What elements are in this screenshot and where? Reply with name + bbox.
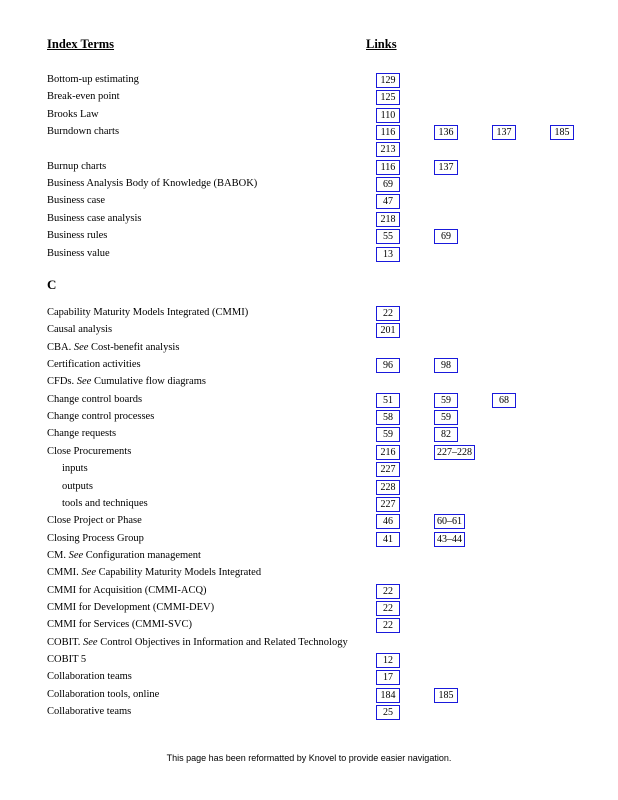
index-entry [0,375,618,392]
index-term: Burnup charts [47,160,107,172]
index-term: Business rules [47,230,108,242]
page-link[interactable]: 96 [376,358,400,373]
index-term: Close Project or Phase [47,515,142,527]
page-link[interactable]: 227 [376,462,400,477]
page-link[interactable]: 98 [434,358,458,373]
see-reference-label: See [73,341,89,353]
index-entry [0,142,618,159]
index-term: Change requests [47,428,117,440]
page-link[interactable]: 69 [434,229,458,244]
index-term: Certification activities [47,359,141,371]
page-link[interactable]: 201 [376,323,400,338]
index-term: CMMI. See Capability Maturity Models Integrated [47,567,262,579]
index-term: Burndown charts [47,126,120,138]
index-entry [0,393,618,410]
index-entry [0,601,618,618]
index-entry [0,566,618,583]
page-link[interactable]: 47 [376,194,400,209]
index-term: Brooks Law [47,108,99,120]
page-link[interactable]: 227–228 [434,445,475,460]
see-reference-label: See [82,636,98,648]
index-term: CBA. See Cost-benefit analysis [47,341,180,353]
index-term: Business Analysis Body of Knowledge (BABOK) [47,178,258,190]
index-term: Capability Maturity Models Integrated (CMMI) [47,307,249,318]
page-link[interactable]: 125 [376,90,400,105]
page-link[interactable]: 216 [376,445,400,460]
index-entry [0,427,618,444]
page-link[interactable]: 17 [376,670,400,685]
section-letter-c: C [47,277,57,292]
index-term: Business value [47,247,110,259]
index-entry [0,532,618,549]
index-entry [0,160,618,177]
page-link[interactable]: 116 [376,125,400,140]
index-entry [0,358,618,375]
page-link[interactable]: 68 [492,393,516,408]
index-term: Causal analysis [47,324,113,336]
page-link[interactable]: 218 [376,212,400,227]
index-entry [0,653,618,670]
index-term: CMMI for Services (CMMI-SVC) [47,619,192,631]
page-link[interactable]: 69 [376,177,400,192]
header-links: Links [366,37,397,51]
index-entry [0,480,618,497]
index-entry [0,341,618,358]
see-reference-label: See [68,549,84,561]
page-link[interactable]: 185 [550,125,574,140]
index-entry [0,229,618,246]
index-term: Business case analysis [47,212,142,224]
page-link[interactable]: 51 [376,393,400,408]
page-link[interactable]: 22 [376,618,400,633]
index-entry [0,670,618,687]
index-term: COBIT 5 [47,654,87,665]
index-entry [0,306,618,323]
index-term: Collaborative teams [47,706,132,718]
index-entry [0,108,618,125]
page-link[interactable]: 137 [492,125,516,140]
index-term: Bottom-up estimating [47,74,139,85]
index-entry [0,410,618,427]
page-link[interactable]: 22 [376,584,400,599]
index-term: CMMI for Acquisition (CMMI-ACQ) [47,584,207,596]
page-link[interactable]: 25 [376,705,400,720]
index-term: Change control boards [47,393,143,405]
index-term: CM. See Configuration management [47,549,201,561]
page-link[interactable]: 22 [376,601,400,616]
index-entry [0,212,618,229]
page-link[interactable]: 58 [376,410,400,425]
index-entry [0,497,618,514]
page-link[interactable]: 227 [376,497,400,512]
index-term: Closing Process Group [47,532,144,544]
index-entry [0,90,618,107]
page-link[interactable]: 59 [376,427,400,442]
page-link[interactable]: 60–61 [434,514,465,529]
footer-note: This page has been reformatted by Knovel to provide easier navigation. [166,753,452,763]
index-entry [0,688,618,705]
page-link[interactable]: 41 [376,532,400,547]
page-link[interactable]: 213 [376,142,400,157]
index-entry [0,194,618,211]
page-link[interactable]: 59 [434,393,458,408]
index-entry [0,514,618,531]
index-entry [0,705,618,722]
page-link[interactable]: 116 [376,160,400,175]
index-entry [0,584,618,601]
page-link[interactable]: 55 [376,229,400,244]
index-entry [0,549,618,566]
page-link[interactable]: 82 [434,427,458,442]
page-link[interactable]: 137 [434,160,458,175]
index-entry [0,125,618,142]
page-link[interactable]: 46 [376,514,400,529]
page-link[interactable]: 129 [376,73,400,88]
index-term: COBIT. See Control Objectives in Information and Related Technology [47,636,348,648]
index-term: Break-even point [47,91,120,103]
page-link[interactable]: 22 [376,306,400,321]
index-term: tools and techniques [62,497,148,509]
index-term: inputs [62,463,88,475]
index-term: Collaboration teams [47,671,132,683]
page-link[interactable]: 12 [376,653,400,668]
page-link[interactable]: 228 [376,480,400,495]
page-link[interactable]: 43–44 [434,532,465,547]
header-index-terms: Index Terms [47,37,115,51]
index-entry [0,177,618,194]
see-reference-label: See [76,376,92,388]
index-term: Collaboration tools, online [47,688,160,700]
index-entry [0,636,618,653]
page-link[interactable]: 185 [434,688,458,703]
index-entry [0,323,618,340]
index-term: CMMI for Development (CMMI-DEV) [47,601,215,613]
index-term: outputs [62,480,93,492]
page-link[interactable]: 136 [434,125,458,140]
page-link[interactable]: 13 [376,247,400,262]
see-reference-label: See [81,567,97,579]
index-term: CFDs. See Cumulative flow diagrams [47,376,206,388]
index-entry [0,445,618,462]
index-entry [0,618,618,635]
page-link[interactable]: 184 [376,688,400,703]
page-link[interactable]: 59 [434,410,458,425]
index-term: Business case [47,195,106,207]
index-term: Change control processes [47,411,155,423]
page-link[interactable]: 110 [376,108,400,123]
index-entry [0,462,618,479]
index-term: Close Procurements [47,445,132,457]
index-entry [0,73,618,90]
index-entry [0,247,618,264]
